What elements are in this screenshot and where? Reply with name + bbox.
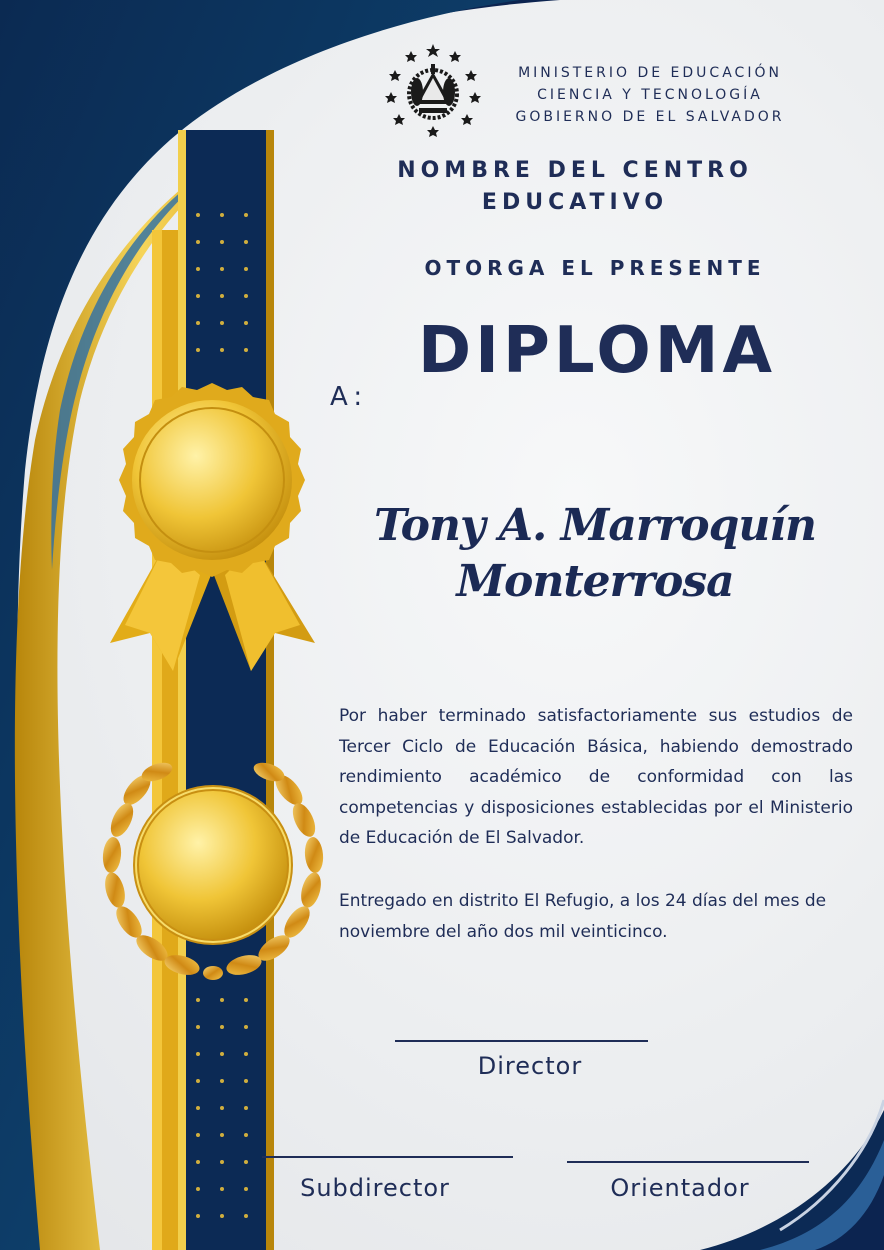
school-name — [370, 155, 780, 219]
recipient-name — [360, 498, 830, 610]
subdirector-label: Subdirector — [300, 1174, 450, 1202]
orientador-signature-line — [567, 1161, 809, 1163]
recipient-prefix-label: A: — [330, 382, 369, 412]
diploma-title: DIPLOMA — [418, 314, 776, 388]
director-label: Director — [477, 1052, 583, 1080]
laurel-wreath-medal-icon — [97, 760, 329, 985]
school-name-line-1: NOMBRE DEL CENTRO — [397, 158, 753, 183]
school-name-line-2: EDUCATIVO — [481, 190, 669, 215]
recipient-name-line-1: Tony A. Marroquín — [373, 500, 817, 551]
ministry-header — [500, 62, 800, 128]
ministry-line-1: MINISTERIO DE EDUCACIÓN — [518, 65, 782, 81]
gold-medal-ribbon-icon — [105, 375, 320, 675]
orientador-label: Orientador — [610, 1174, 750, 1202]
issue-date-paragraph: Entregado en distrito El Refugio, a los 24 días del mes de noviembre del año dos mil veinticinco. — [339, 891, 827, 942]
ministry-line-3: GOBIERNO DE EL SALVADOR — [515, 109, 785, 125]
achievement-paragraph: Por haber terminado satisfactoriamente sus estudios de Tercer Ciclo de Educación Básica, habiendo demostrado rendimiento académico de conformidad con las competencias y disposiciones establecidas por el Ministerio de Educación de El Salvador. — [339, 706, 853, 848]
ministry-line-2: CIENCIA Y TECNOLOGÍA — [537, 87, 763, 103]
el-salvador-coat-of-arms-icon — [385, 42, 481, 138]
grant-text: OTORGA EL PRESENTE — [424, 256, 766, 280]
recipient-name-line-2: Monterrosa — [456, 556, 734, 607]
director-signature-line — [395, 1040, 648, 1042]
subdirector-signature-line — [262, 1156, 513, 1158]
